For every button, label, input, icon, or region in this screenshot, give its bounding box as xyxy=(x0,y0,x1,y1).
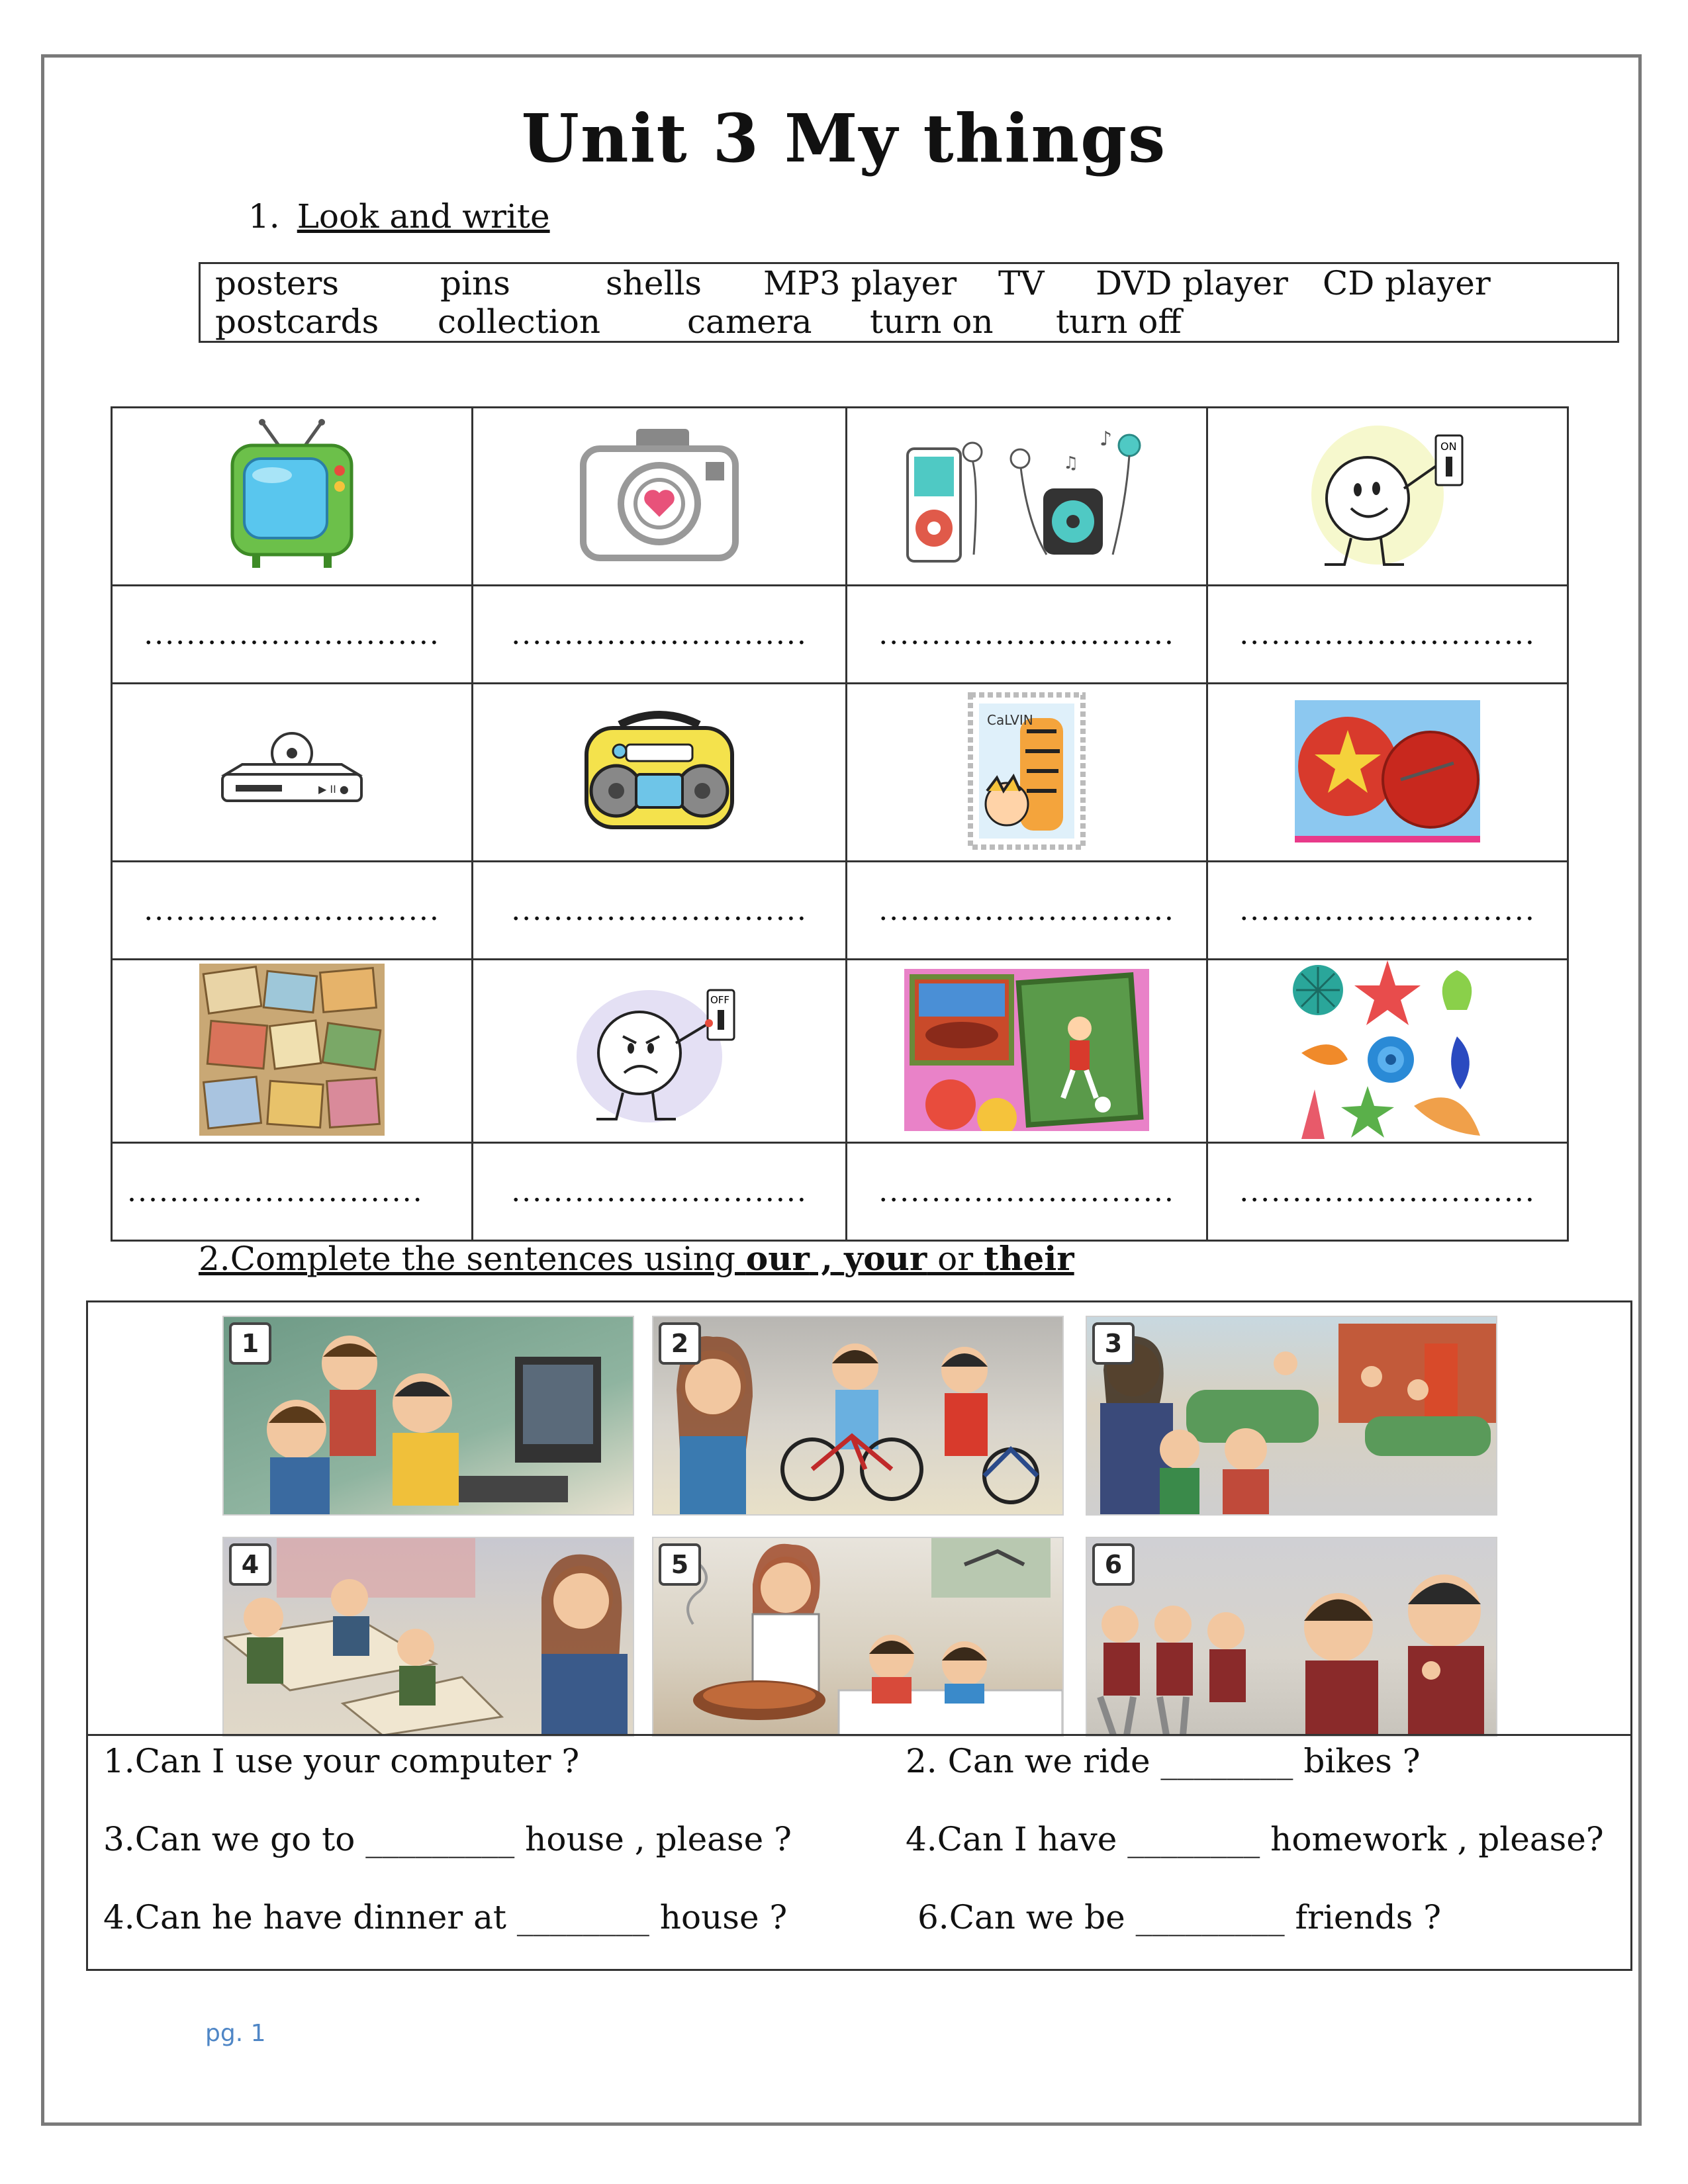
picture-cell xyxy=(112,684,473,862)
word-bank-item: turn on xyxy=(870,302,994,341)
question-3[interactable]: 3.Can we go to _________ house , please ? xyxy=(103,1820,792,1858)
scene-number-badge: 3 xyxy=(1092,1322,1135,1365)
word-bank-item: MP3 player xyxy=(763,264,957,302)
scene-number-badge: 4 xyxy=(229,1543,271,1586)
section-2-word-their: their xyxy=(984,1239,1074,1278)
picture-grid xyxy=(111,406,1569,1242)
picture-cell xyxy=(847,684,1207,862)
answer-blank[interactable]: ............................ xyxy=(112,862,473,960)
svg-text:OFF: OFF xyxy=(710,994,730,1006)
scene-number-badge: 5 xyxy=(659,1543,701,1586)
picture-cell xyxy=(112,408,473,586)
box-divider xyxy=(86,1734,1632,1736)
question-2[interactable]: 2. Can we ride ________ bikes ? xyxy=(906,1742,1421,1780)
classroom-illustration xyxy=(224,1538,633,1735)
stamp-icon xyxy=(967,692,1086,850)
svg-text:▶ II ●: ▶ II ● xyxy=(318,783,349,796)
word-bank-item: posters xyxy=(215,264,340,302)
kids-with-bikes-illustration xyxy=(653,1317,1062,1514)
word-bank-item: CD player xyxy=(1323,264,1491,302)
word-bank-item: postcards xyxy=(215,302,379,341)
scene-number-badge: 2 xyxy=(659,1322,701,1365)
section-2-sep: or xyxy=(927,1240,984,1278)
question-4[interactable]: 4.Can I have ________ homework , please? xyxy=(906,1820,1604,1858)
kids-at-computer-illustration xyxy=(224,1317,633,1514)
section-2-prefix: 2.Complete the sentences using xyxy=(199,1240,746,1278)
word-bank-item: DVD player xyxy=(1096,264,1288,302)
tv-icon xyxy=(226,419,358,571)
picture-cell xyxy=(1207,960,1568,1143)
posters-icon xyxy=(904,969,1149,1131)
question-6[interactable]: 6.Can we be _________ friends ? xyxy=(917,1898,1442,1936)
turn-off-switch-icon xyxy=(577,970,742,1129)
answer-blank[interactable]: ............................ xyxy=(1207,862,1568,960)
scene-number-badge: 6 xyxy=(1092,1543,1135,1586)
word-bank-item: TV xyxy=(998,264,1045,302)
mp3-player-icon xyxy=(901,422,1152,568)
picture-cell xyxy=(473,408,847,586)
page-number: pg. 1 xyxy=(205,2020,266,2047)
page-title: Unit 3 My things xyxy=(521,99,1167,177)
postcards-collection-icon xyxy=(199,964,385,1136)
shells-icon xyxy=(1288,960,1487,1139)
scene-4-picture xyxy=(222,1537,634,1737)
dinner-table-illustration xyxy=(653,1538,1062,1735)
scene-6-picture xyxy=(1086,1537,1497,1737)
picture-cell xyxy=(112,960,473,1143)
picture-cell xyxy=(847,408,1207,586)
word-bank-item: shells xyxy=(606,264,702,302)
answer-blank[interactable]: ............................ xyxy=(847,1143,1207,1241)
section-1-heading xyxy=(248,197,550,236)
answer-blank[interactable]: ............................ xyxy=(847,862,1207,960)
scene-2-picture xyxy=(652,1316,1064,1516)
cd-player-icon xyxy=(580,705,739,837)
word-bank-item: collection xyxy=(438,302,601,341)
school-friends-illustration xyxy=(1087,1538,1496,1735)
svg-text:♫: ♫ xyxy=(1063,453,1079,473)
word-bank xyxy=(199,262,1619,343)
picture-cell xyxy=(1207,408,1568,586)
section-2-word-your: your xyxy=(844,1239,927,1278)
section-1-number: 1. xyxy=(248,197,280,236)
pins-icon xyxy=(1295,700,1480,842)
section-2-word-our: our xyxy=(745,1239,810,1278)
scene-1-picture xyxy=(222,1316,634,1516)
turn-on-switch-icon xyxy=(1305,416,1470,574)
picture-cell xyxy=(1207,684,1568,862)
svg-text:CaLVIN: CaLVIN xyxy=(987,712,1033,728)
word-bank-item: turn off xyxy=(1056,302,1182,341)
word-bank-item: camera xyxy=(687,302,812,341)
camera-icon xyxy=(577,426,742,565)
answer-blank[interactable]: ............................ xyxy=(473,862,847,960)
picture-cell xyxy=(473,960,847,1143)
question-5[interactable]: 4.Can he have dinner at ________ house ? xyxy=(103,1898,788,1936)
answer-blank[interactable]: ............................ xyxy=(1207,586,1568,684)
scene-number-badge: 1 xyxy=(229,1322,271,1365)
answer-blank[interactable]: ............................ xyxy=(473,586,847,684)
question-1: 1.Can I use your computer ? xyxy=(103,1742,580,1780)
answer-blank[interactable]: ............................ xyxy=(473,1143,847,1241)
kids-outside-house-illustration xyxy=(1087,1317,1496,1514)
section-1-label: Look and write xyxy=(297,197,550,236)
scene-3-picture xyxy=(1086,1316,1497,1516)
answer-blank[interactable]: ............................ xyxy=(112,586,473,684)
picture-cell xyxy=(847,960,1207,1143)
answer-blank[interactable]: ............................ xyxy=(847,586,1207,684)
picture-cell xyxy=(473,684,847,862)
section-2-heading xyxy=(199,1239,1074,1278)
word-bank-item: pins xyxy=(440,264,510,302)
answer-blank[interactable]: ............................ xyxy=(112,1143,473,1241)
answer-blank[interactable]: ............................ xyxy=(1207,1143,1568,1241)
scene-5-picture xyxy=(652,1537,1064,1737)
svg-text:♪: ♪ xyxy=(1100,428,1113,451)
svg-text:ON: ON xyxy=(1440,440,1457,453)
dvd-player-icon xyxy=(216,728,368,814)
section-2-sep: , xyxy=(809,1239,845,1278)
